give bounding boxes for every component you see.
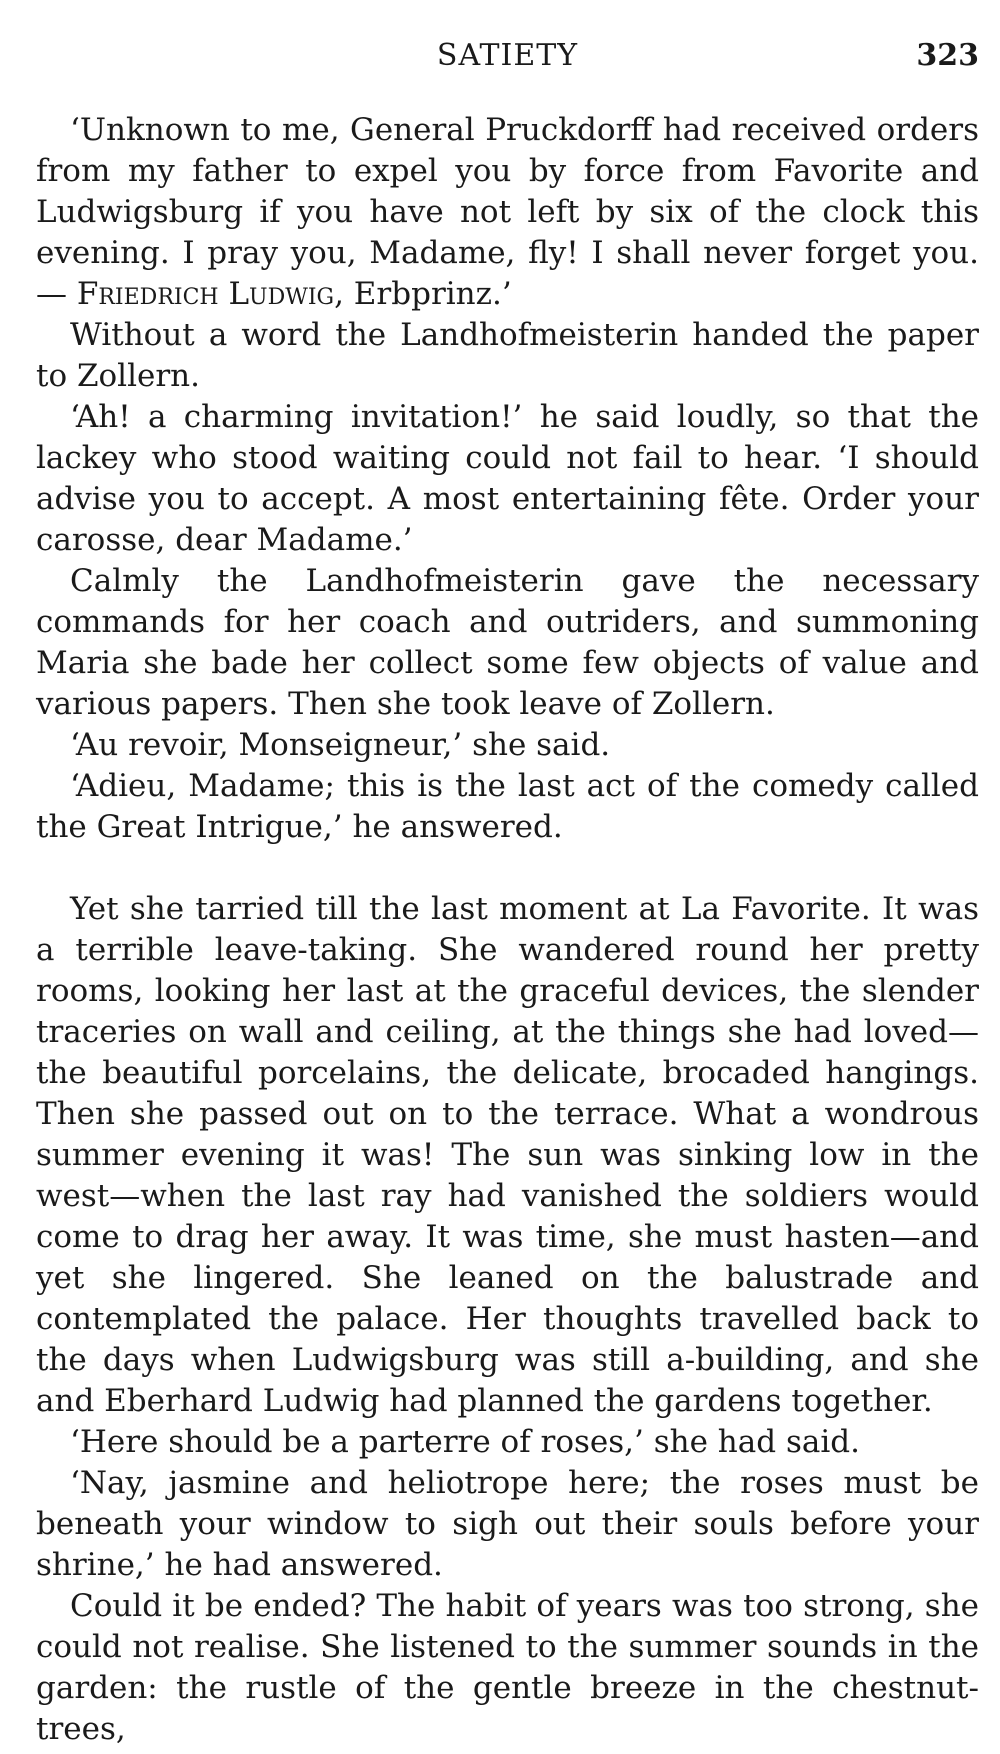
paragraph-letter [36,110,979,315]
page-number: 323 [916,38,979,73]
page-header [36,38,979,82]
paragraph: Could it be ended? The habit of years was too strong, she could not realise. She listened to the summer sounds in the garden: the rustle of the gentle breeze in the chestnut-trees, [36,1588,979,1747]
paragraph-section-start: Yet she tarried till the last moment at La Favorite. It was a terrible leave-taking. She wandered round her pretty rooms, looking her last at the graceful devices, the slender traceries on wall and ceiling, at the things she had loved—the beautiful porcelains, the delicate, brocaded hangings. Then she passed out on to the terrace. What a wondrous summer evening it was! The sun was sinking low in the west—when the last ray had vanished the soldiers would come to drag her away. It was time, she must hasten—and yet she lingered. She leaned on the balustrade and contemplated the palace. Her thoughts travelled back to the days when Ludwigsburg was still a-building, and she and Eberhard Ludwig had planned the gardens together. [36,891,979,1419]
running-title: SATIETY [436,38,579,73]
paragraph: ‘Nay, jasmine and heliotrope here; the roses must be beneath your window to sigh out their souls before your shrine,’ he had answered. [36,1465,979,1583]
paragraph: ‘Au revoir, Monseigneur,’ she said. [70,727,611,763]
paragraph: ‘Ah! a charming invitation!’ he said loudly, so that the lackey who stood waiting could not fail to hear. ‘I should advise you to accept. A most entertaining fête. Order your carosse, dear Madame.’ [36,399,979,558]
letter-signature: Friedrich Ludwig [76,276,335,312]
letter-text: ‘Unknown to me, General Pruckdorff had received orders from my father to expel you by force from Favorite and Ludwigsburg if you have not left by six of the clock this evening. I pray you, Madame, fly! I shall never forget you.— [36,112,979,312]
body-text [36,110,979,1750]
letter-signature-title: , Erbprinz.’ [334,276,512,312]
paragraph: ‘Here should be a parterre of roses,’ she had said. [70,1424,860,1460]
paragraph: ‘Adieu, Madame; this is the last act of the comedy called the Great Intrigue,’ he answered. [36,768,979,845]
paragraph: Without a word the Landhofmeisterin handed the paper to Zollern. [36,317,979,394]
paragraph: Calmly the Landhofmeisterin gave the necessary commands for her coach and outriders, and summoning Maria she bade her collect some few objects of value and various papers. Then she took leave of Zollern. [36,563,979,722]
